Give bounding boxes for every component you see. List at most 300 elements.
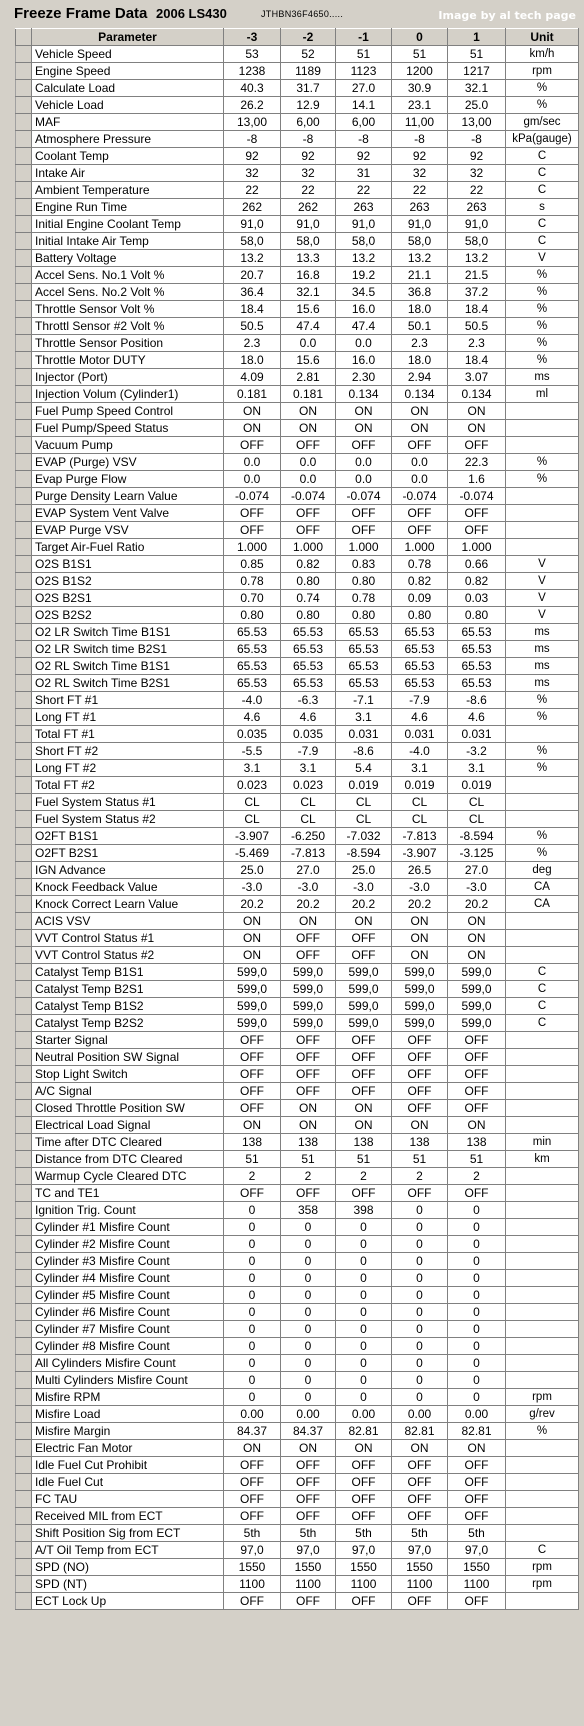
value-cell-minus-1: 51 [336, 46, 392, 63]
value-cell-minus-3: 97,0 [224, 1542, 281, 1559]
unit-cell [506, 1355, 579, 1372]
value-cell-0: 0.09 [392, 590, 448, 607]
table-row[interactable] [16, 1015, 579, 1032]
value-cell-1: OFF [448, 1185, 506, 1202]
row-selector[interactable] [16, 216, 32, 233]
row-selector[interactable] [16, 1576, 32, 1593]
row-selector[interactable] [16, 148, 32, 165]
parameter-cell: O2 RL Switch Time B1S1 [32, 658, 224, 675]
row-selector[interactable] [16, 403, 32, 420]
value-cell-minus-3: -4.0 [224, 692, 281, 709]
table-row[interactable] [16, 97, 579, 114]
unit-cell [506, 522, 579, 539]
table-row[interactable] [16, 318, 579, 335]
table-row[interactable] [16, 964, 579, 981]
row-selector[interactable] [16, 845, 32, 862]
row-selector[interactable] [16, 556, 32, 573]
row-selector[interactable] [16, 794, 32, 811]
row-selector[interactable] [16, 1236, 32, 1253]
row-selector[interactable] [16, 1474, 32, 1491]
row-selector[interactable] [16, 505, 32, 522]
row-selector[interactable] [16, 896, 32, 913]
value-cell-minus-3: 65.53 [224, 624, 281, 641]
table-row[interactable] [16, 913, 579, 930]
row-selector[interactable] [16, 471, 32, 488]
table-row[interactable] [16, 1253, 579, 1270]
table-row[interactable] [16, 1559, 579, 1576]
row-selector[interactable] [16, 624, 32, 641]
value-cell-minus-2: 0.82 [281, 556, 336, 573]
table-row[interactable] [16, 726, 579, 743]
value-cell-minus-1: 14.1 [336, 97, 392, 114]
parameter-cell: Electric Fan Motor [32, 1440, 224, 1457]
table-row[interactable] [16, 63, 579, 80]
table-row[interactable] [16, 1151, 579, 1168]
value-cell-minus-1: 0 [336, 1270, 392, 1287]
value-cell-minus-3: 0 [224, 1389, 281, 1406]
row-selector[interactable] [16, 1406, 32, 1423]
value-cell-0: 0.0 [392, 454, 448, 471]
unit-cell [506, 1474, 579, 1491]
row-selector[interactable] [16, 369, 32, 386]
table-row[interactable] [16, 624, 579, 641]
value-cell-minus-3: 18.0 [224, 352, 281, 369]
table-row[interactable] [16, 556, 579, 573]
row-selector[interactable] [16, 454, 32, 471]
value-cell-0: 1100 [392, 1576, 448, 1593]
table-row[interactable] [16, 896, 579, 913]
value-cell-0: 21.1 [392, 267, 448, 284]
parameter-cell: EVAP (Purge) VSV [32, 454, 224, 471]
value-cell-minus-1: 2.30 [336, 369, 392, 386]
value-cell-minus-3: 5th [224, 1525, 281, 1542]
row-selector[interactable] [16, 998, 32, 1015]
parameter-cell: Ambient Temperature [32, 182, 224, 199]
row-selector[interactable] [16, 760, 32, 777]
table-row[interactable] [16, 1168, 579, 1185]
value-cell-minus-3: 1.000 [224, 539, 281, 556]
table-row[interactable] [16, 879, 579, 896]
row-selector[interactable] [16, 1304, 32, 1321]
value-cell-0: 65.53 [392, 641, 448, 658]
table-row[interactable] [16, 607, 579, 624]
row-selector[interactable] [16, 1270, 32, 1287]
value-cell-minus-1: 1550 [336, 1559, 392, 1576]
table-row[interactable] [16, 590, 579, 607]
row-selector[interactable] [16, 607, 32, 624]
value-cell-0: 0 [392, 1253, 448, 1270]
table-row[interactable] [16, 403, 579, 420]
table-row[interactable] [16, 233, 579, 250]
table-row[interactable] [16, 1576, 579, 1593]
table-row[interactable] [16, 930, 579, 947]
table-row[interactable] [16, 1525, 579, 1542]
value-cell-minus-2: 91,0 [281, 216, 336, 233]
row-selector[interactable] [16, 964, 32, 981]
table-row[interactable] [16, 1270, 579, 1287]
unit-cell [506, 811, 579, 828]
table-row[interactable] [16, 216, 579, 233]
table-row[interactable] [16, 709, 579, 726]
parameter-cell: Multi Cylinders Misfire Count [32, 1372, 224, 1389]
row-selector[interactable] [16, 318, 32, 335]
row-selector[interactable] [16, 1202, 32, 1219]
table-row[interactable] [16, 1287, 579, 1304]
value-cell-minus-2: ON [281, 420, 336, 437]
value-cell-0: 22 [392, 182, 448, 199]
row-selector[interactable] [16, 709, 32, 726]
table-row[interactable] [16, 301, 579, 318]
row-selector[interactable] [16, 1100, 32, 1117]
table-row[interactable] [16, 1593, 579, 1610]
table-row[interactable] [16, 352, 579, 369]
column-header-frame-minus-1[interactable]: -1 [336, 29, 392, 46]
value-cell-minus-1: ON [336, 1117, 392, 1134]
value-cell-minus-2: 0.00 [281, 1406, 336, 1423]
row-selector[interactable] [16, 1185, 32, 1202]
row-selector[interactable] [16, 1287, 32, 1304]
unit-cell: rpm [506, 63, 579, 80]
value-cell-0: 30.9 [392, 80, 448, 97]
table-row[interactable] [16, 1304, 579, 1321]
table-row[interactable] [16, 131, 579, 148]
table-row[interactable] [16, 369, 579, 386]
value-cell-minus-1: OFF [336, 1491, 392, 1508]
unit-cell [506, 1066, 579, 1083]
row-selector[interactable] [16, 1440, 32, 1457]
row-selector[interactable] [16, 1372, 32, 1389]
row-selector[interactable] [16, 165, 32, 182]
value-cell-0: 65.53 [392, 624, 448, 641]
row-selector[interactable] [16, 811, 32, 828]
row-selector[interactable] [16, 1168, 32, 1185]
value-cell-minus-3: 599,0 [224, 998, 281, 1015]
value-cell-minus-1: -7.1 [336, 692, 392, 709]
value-cell-minus-1: OFF [336, 930, 392, 947]
table-row[interactable] [16, 1202, 579, 1219]
row-selector[interactable] [16, 1491, 32, 1508]
column-header-frame-0[interactable]: 0 [392, 29, 448, 46]
row-selector[interactable] [16, 641, 32, 658]
table-row[interactable] [16, 1338, 579, 1355]
row-selector[interactable] [16, 539, 32, 556]
value-cell-minus-1: 263 [336, 199, 392, 216]
value-cell-0: OFF [392, 1474, 448, 1491]
table-row[interactable] [16, 1032, 579, 1049]
table-row[interactable] [16, 641, 579, 658]
table-row[interactable] [16, 862, 579, 879]
value-cell-minus-1: 0.80 [336, 573, 392, 590]
column-header-unit[interactable]: Unit [506, 29, 579, 46]
table-row[interactable] [16, 1219, 579, 1236]
parameter-cell: Ignition Trig. Count [32, 1202, 224, 1219]
value-cell-minus-3: OFF [224, 1457, 281, 1474]
table-row[interactable] [16, 1083, 579, 1100]
row-selector[interactable] [16, 1134, 32, 1151]
table-row[interactable] [16, 165, 579, 182]
table-row[interactable] [16, 675, 579, 692]
table-row[interactable] [16, 1355, 579, 1372]
row-selector[interactable] [16, 1219, 32, 1236]
value-cell-minus-2: 0 [281, 1270, 336, 1287]
table-row[interactable] [16, 522, 579, 539]
value-cell-0: 0 [392, 1287, 448, 1304]
row-selector[interactable] [16, 437, 32, 454]
table-row[interactable] [16, 1049, 579, 1066]
row-selector[interactable] [16, 488, 32, 505]
row-selector[interactable] [16, 1066, 32, 1083]
table-row[interactable] [16, 1491, 579, 1508]
table-row[interactable] [16, 1423, 579, 1440]
row-selector[interactable] [16, 182, 32, 199]
unit-cell [506, 488, 579, 505]
table-row[interactable] [16, 845, 579, 862]
value-cell-1: 3.1 [448, 760, 506, 777]
table-row[interactable] [16, 1389, 579, 1406]
parameter-cell: Closed Throttle Position SW [32, 1100, 224, 1117]
table-row[interactable] [16, 267, 579, 284]
table-row[interactable] [16, 46, 579, 63]
row-selector[interactable] [16, 1338, 32, 1355]
row-selector[interactable] [16, 947, 32, 964]
value-cell-minus-3: 32 [224, 165, 281, 182]
row-selector[interactable] [16, 522, 32, 539]
unit-cell: deg [506, 862, 579, 879]
table-row[interactable] [16, 760, 579, 777]
row-selector[interactable] [16, 573, 32, 590]
row-selector[interactable] [16, 1508, 32, 1525]
row-selector[interactable] [16, 1151, 32, 1168]
parameter-cell: Vehicle Speed [32, 46, 224, 63]
value-cell-minus-1: 65.53 [336, 658, 392, 675]
table-row[interactable] [16, 794, 579, 811]
row-selector[interactable] [16, 879, 32, 896]
unit-cell [506, 777, 579, 794]
value-cell-1: 0.80 [448, 607, 506, 624]
table-row[interactable] [16, 80, 579, 97]
unit-cell: ms [506, 641, 579, 658]
value-cell-minus-2: ON [281, 403, 336, 420]
column-header-frame-minus-2[interactable]: -2 [281, 29, 336, 46]
table-row[interactable] [16, 250, 579, 267]
row-selector[interactable] [16, 267, 32, 284]
table-row[interactable] [16, 1134, 579, 1151]
value-cell-minus-1: 47.4 [336, 318, 392, 335]
row-selector[interactable] [16, 1423, 32, 1440]
row-selector[interactable] [16, 114, 32, 131]
value-cell-0: -7.813 [392, 828, 448, 845]
row-selector[interactable] [16, 1253, 32, 1270]
table-row[interactable] [16, 1100, 579, 1117]
row-selector[interactable] [16, 386, 32, 403]
value-cell-0: 2.3 [392, 335, 448, 352]
row-selector[interactable] [16, 97, 32, 114]
value-cell-1: 37.2 [448, 284, 506, 301]
unit-cell [506, 1457, 579, 1474]
row-selector[interactable] [16, 1083, 32, 1100]
value-cell-minus-2: 97,0 [281, 1542, 336, 1559]
table-row[interactable] [16, 182, 579, 199]
table-row[interactable] [16, 1457, 579, 1474]
column-header-frame-minus-3[interactable]: -3 [224, 29, 281, 46]
table-row[interactable] [16, 573, 579, 590]
unit-cell [506, 1593, 579, 1610]
table-row[interactable] [16, 1542, 579, 1559]
row-selector[interactable] [16, 420, 32, 437]
value-cell-minus-2: 0.80 [281, 573, 336, 590]
value-cell-minus-2: OFF [281, 505, 336, 522]
value-cell-0: -4.0 [392, 743, 448, 760]
row-selector[interactable] [16, 131, 32, 148]
value-cell-minus-3: 0 [224, 1321, 281, 1338]
row-selector[interactable] [16, 1015, 32, 1032]
value-cell-minus-3: 0 [224, 1219, 281, 1236]
value-cell-1: 0 [448, 1389, 506, 1406]
unit-cell [506, 1491, 579, 1508]
table-row[interactable] [16, 947, 579, 964]
table-row[interactable] [16, 284, 579, 301]
row-selector[interactable] [16, 1525, 32, 1542]
row-selector[interactable] [16, 828, 32, 845]
row-selector[interactable] [16, 1389, 32, 1406]
table-row[interactable] [16, 1406, 579, 1423]
value-cell-minus-1: OFF [336, 522, 392, 539]
value-cell-minus-2: 0.0 [281, 335, 336, 352]
value-cell-minus-3: -5.5 [224, 743, 281, 760]
value-cell-minus-1: 0 [336, 1338, 392, 1355]
row-selector[interactable] [16, 930, 32, 947]
row-selector[interactable] [16, 981, 32, 998]
table-row[interactable] [16, 828, 579, 845]
column-header-parameter[interactable]: Parameter [32, 29, 224, 46]
column-header-frame-1[interactable]: 1 [448, 29, 506, 46]
row-selector[interactable] [16, 80, 32, 97]
row-selector[interactable] [16, 1049, 32, 1066]
row-selector[interactable] [16, 199, 32, 216]
value-cell-0: 11,00 [392, 114, 448, 131]
table-row[interactable] [16, 335, 579, 352]
table-row[interactable] [16, 386, 579, 403]
table-row[interactable] [16, 1474, 579, 1491]
row-selector[interactable] [16, 284, 32, 301]
table-row[interactable] [16, 539, 579, 556]
value-cell-0: OFF [392, 1100, 448, 1117]
parameter-cell: Neutral Position SW Signal [32, 1049, 224, 1066]
table-row[interactable] [16, 488, 579, 505]
table-row[interactable] [16, 998, 579, 1015]
row-selector[interactable] [16, 335, 32, 352]
table-row[interactable] [16, 114, 579, 131]
row-selector[interactable] [16, 1559, 32, 1576]
parameter-cell: ACIS VSV [32, 913, 224, 930]
row-selector[interactable] [16, 1032, 32, 1049]
value-cell-minus-3: 138 [224, 1134, 281, 1151]
unit-cell: % [506, 454, 579, 471]
value-cell-minus-3: 0.78 [224, 573, 281, 590]
value-cell-1: 0.019 [448, 777, 506, 794]
value-cell-minus-2: 0 [281, 1355, 336, 1372]
table-row[interactable] [16, 1508, 579, 1525]
parameter-cell: Throttle Sensor Volt % [32, 301, 224, 318]
table-row[interactable] [16, 692, 579, 709]
table-row[interactable] [16, 454, 579, 471]
table-row[interactable] [16, 420, 579, 437]
unit-cell: ms [506, 658, 579, 675]
value-cell-0: 32 [392, 165, 448, 182]
table-row[interactable] [16, 658, 579, 675]
table-row[interactable] [16, 981, 579, 998]
table-row[interactable] [16, 505, 579, 522]
value-cell-minus-2: 0.0 [281, 454, 336, 471]
row-selector[interactable] [16, 301, 32, 318]
value-cell-minus-2: 3.1 [281, 760, 336, 777]
value-cell-minus-2: 599,0 [281, 981, 336, 998]
row-selector[interactable] [16, 1542, 32, 1559]
value-cell-1: 0 [448, 1219, 506, 1236]
row-selector[interactable] [16, 590, 32, 607]
row-selector[interactable] [16, 1321, 32, 1338]
unit-cell: ms [506, 675, 579, 692]
value-cell-minus-1: 0.80 [336, 607, 392, 624]
unit-cell: rpm [506, 1559, 579, 1576]
table-row[interactable] [16, 1117, 579, 1134]
row-selector[interactable] [16, 1593, 32, 1610]
value-cell-1: ON [448, 403, 506, 420]
value-cell-minus-2: 0 [281, 1287, 336, 1304]
row-selector[interactable] [16, 63, 32, 80]
row-selector[interactable] [16, 1457, 32, 1474]
value-cell-minus-3: 4.09 [224, 369, 281, 386]
table-row[interactable] [16, 148, 579, 165]
value-cell-minus-2: OFF [281, 1474, 336, 1491]
row-selector[interactable] [16, 862, 32, 879]
row-selector[interactable] [16, 233, 32, 250]
row-selector[interactable] [16, 658, 32, 675]
table-row[interactable] [16, 1440, 579, 1457]
table-row[interactable] [16, 777, 579, 794]
row-selector[interactable] [16, 743, 32, 760]
table-row[interactable] [16, 1236, 579, 1253]
table-row[interactable] [16, 199, 579, 216]
table-row[interactable] [16, 437, 579, 454]
row-selector[interactable] [16, 46, 32, 63]
value-cell-minus-2: 32 [281, 165, 336, 182]
row-selector[interactable] [16, 250, 32, 267]
table-row[interactable] [16, 1372, 579, 1389]
value-cell-1: 22 [448, 182, 506, 199]
table-row[interactable] [16, 1321, 579, 1338]
table-row[interactable] [16, 743, 579, 760]
table-row[interactable] [16, 471, 579, 488]
row-selector[interactable] [16, 675, 32, 692]
value-cell-minus-1: CL [336, 794, 392, 811]
value-cell-0: OFF [392, 1491, 448, 1508]
parameter-cell: Accel Sens. No.1 Volt % [32, 267, 224, 284]
table-row[interactable] [16, 1066, 579, 1083]
parameter-cell: Shift Position Sig from ECT [32, 1525, 224, 1542]
row-selector[interactable] [16, 1117, 32, 1134]
row-selector[interactable] [16, 777, 32, 794]
row-selector[interactable] [16, 1355, 32, 1372]
row-selector[interactable] [16, 692, 32, 709]
table-row[interactable] [16, 1185, 579, 1202]
table-row[interactable] [16, 811, 579, 828]
row-selector[interactable] [16, 913, 32, 930]
value-cell-1: 0.134 [448, 386, 506, 403]
value-cell-minus-2: 84.37 [281, 1423, 336, 1440]
row-selector[interactable] [16, 726, 32, 743]
row-selector[interactable] [16, 352, 32, 369]
